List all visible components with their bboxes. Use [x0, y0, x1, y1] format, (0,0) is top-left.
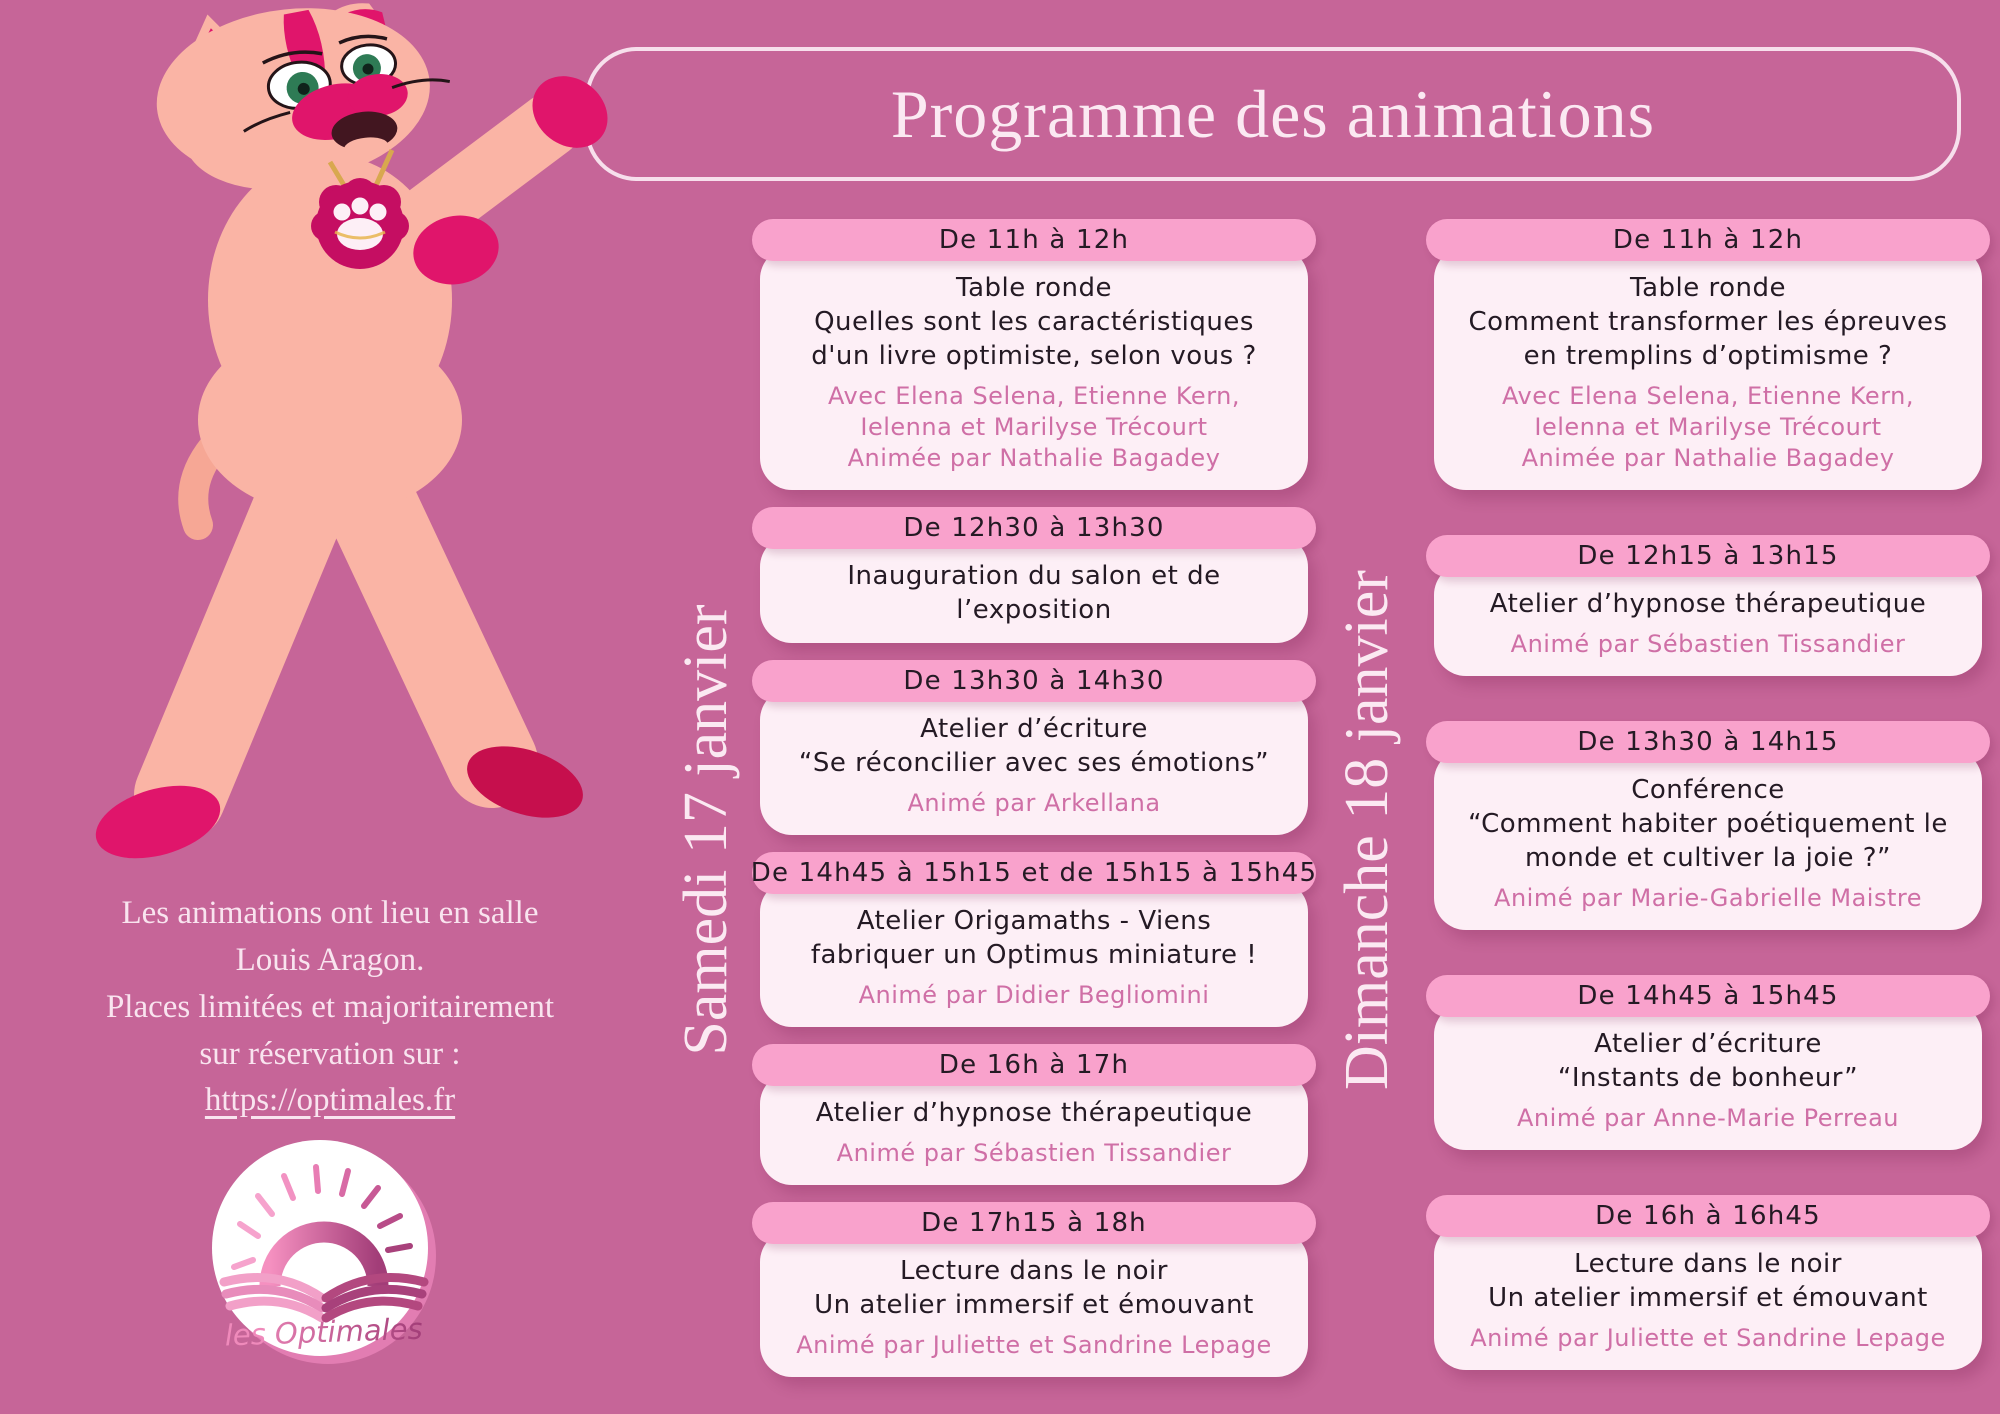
event-time-pill: De 16h à 17h	[752, 1044, 1316, 1086]
cat-mascot-illustration	[30, 0, 630, 880]
event-people	[1446, 1323, 1970, 1354]
event-person-line: Animé par Marie-Gabrielle Maistre	[1494, 884, 1922, 912]
event-time-pill: De 11h à 12h	[1426, 219, 1990, 261]
info-line: sur réservation sur :	[199, 1035, 461, 1072]
event-person-line: Animé par Juliette et Sandrine Lepage	[796, 1331, 1272, 1359]
event-time-pill: De 12h30 à 13h30	[752, 507, 1316, 549]
event-person-line: Avec Elena Selena, Etienne Kern,	[1502, 382, 1914, 410]
event-title-line: Quelles sont les caractéristiques	[814, 307, 1254, 337]
event-title-line: Conférence	[1631, 775, 1785, 805]
event-time-pill: De 12h15 à 13h15	[1426, 535, 1990, 577]
event-title-line: Inauguration du salon et de	[847, 561, 1221, 591]
event-body	[1434, 1003, 1982, 1150]
event-people	[1446, 381, 1970, 474]
les-optimales-logo	[208, 1136, 440, 1368]
event-title-line: en tremplins d’optimisme ?	[1523, 341, 1893, 371]
event-title-line: Un atelier immersif et émouvant	[1488, 1283, 1928, 1313]
event-people	[1446, 629, 1970, 660]
info-line: Louis Aragon.	[235, 941, 425, 978]
poster-title: Programme des animations	[890, 75, 1656, 152]
event-people	[1446, 1103, 1970, 1134]
event-card	[1434, 1195, 1982, 1370]
event-time-pill: De 14h45 à 15h15 et de 15h15 à 15h45	[752, 852, 1316, 894]
event-card	[1434, 975, 1982, 1150]
info-line: Places limitées et majoritairement	[105, 988, 555, 1025]
event-title-line: “Se réconcilier avec ses émotions”	[798, 748, 1270, 778]
event-title-line: d'un livre optimiste, selon vous ?	[811, 341, 1257, 371]
event-people	[772, 980, 1296, 1011]
day-label-sunday: Dimanche 18 janvier	[1333, 570, 1401, 1090]
event-body	[760, 688, 1308, 835]
event-time-pill: De 11h à 12h	[752, 219, 1316, 261]
event-card	[760, 1044, 1308, 1185]
event-title-line: Atelier d’hypnose thérapeutique	[815, 1098, 1253, 1128]
event-people	[772, 1330, 1296, 1361]
event-title-line: Atelier d’hypnose thérapeutique	[1489, 589, 1927, 619]
event-title-line: Lecture dans le noir	[1574, 1249, 1842, 1279]
event-person-line: Animé par Arkellana	[907, 789, 1161, 817]
event-title-line: Atelier Origamaths - Viens	[856, 906, 1212, 936]
event-person-line: Ielenna et Marilyse Trécourt	[860, 413, 1208, 441]
event-person-line: Animé par Juliette et Sandrine Lepage	[1470, 1324, 1946, 1352]
event-body	[760, 1072, 1308, 1185]
event-card	[1434, 535, 1982, 676]
event-person-line: Animé par Didier Begliomini	[858, 981, 1210, 1009]
event-card	[760, 219, 1308, 490]
event-card	[760, 1202, 1308, 1377]
event-title-line: Un atelier immersif et émouvant	[814, 1290, 1254, 1320]
event-time-pill: De 13h30 à 14h30	[752, 660, 1316, 702]
sunday-events-column	[1434, 219, 1982, 1370]
event-person-line: Animé par Sébastien Tissandier	[836, 1139, 1232, 1167]
event-body	[1434, 749, 1982, 930]
event-time-pill: De 14h45 à 15h45	[1426, 975, 1990, 1017]
event-person-line: Animé par Anne-Marie Perreau	[1517, 1104, 1899, 1132]
event-title-line: monde et cultiver la joie ?”	[1525, 843, 1891, 873]
event-people	[1446, 883, 1970, 914]
event-body	[1434, 247, 1982, 490]
event-title-line: Table ronde	[1629, 273, 1786, 303]
event-title-line: Lecture dans le noir	[900, 1256, 1168, 1286]
day-label-saturday: Samedi 17 janvier	[672, 604, 740, 1056]
event-people	[772, 788, 1296, 819]
event-body	[760, 1230, 1308, 1377]
event-card	[760, 660, 1308, 835]
event-time-pill: De 16h à 16h45	[1426, 1195, 1990, 1237]
event-card	[750, 852, 1318, 1027]
mascot-head	[148, 0, 459, 202]
event-body	[1434, 1223, 1982, 1370]
event-time-pill: De 17h15 à 18h	[752, 1202, 1316, 1244]
event-people	[772, 381, 1296, 474]
event-card	[760, 507, 1308, 643]
event-person-line: Animée par Nathalie Bagadey	[847, 444, 1221, 472]
event-title-line: fabriquer un Optimus miniature !	[810, 940, 1258, 970]
event-title-line: Table ronde	[955, 273, 1112, 303]
event-title-line: Comment transformer les épreuves	[1468, 307, 1948, 337]
event-time-pill: De 13h30 à 14h15	[1426, 721, 1990, 763]
reservation-link[interactable]: https://optimales.fr	[204, 1082, 456, 1119]
event-title-line: l’exposition	[956, 595, 1112, 625]
event-body	[760, 535, 1308, 643]
saturday-events-column	[750, 219, 1318, 1377]
logo-wordmark: les Optimales	[224, 1311, 424, 1353]
event-title-line: Atelier d’écriture	[920, 714, 1148, 744]
event-people	[772, 1138, 1296, 1169]
event-body	[760, 247, 1308, 490]
event-card	[1434, 219, 1982, 490]
event-title-line: Atelier d’écriture	[1594, 1029, 1822, 1059]
event-title-line: “Comment habiter poétiquement le	[1468, 809, 1948, 839]
info-line: Les animations ont lieu en salle	[121, 895, 539, 931]
title-banner	[585, 47, 1961, 181]
event-person-line: Ielenna et Marilyse Trécourt	[1534, 413, 1882, 441]
event-person-line: Animé par Sébastien Tissandier	[1510, 630, 1906, 658]
event-card	[1434, 721, 1982, 930]
event-body	[760, 880, 1308, 1027]
info-text	[30, 890, 630, 1124]
event-title-line: “Instants de bonheur”	[1557, 1063, 1859, 1093]
event-person-line: Animée par Nathalie Bagadey	[1521, 444, 1895, 472]
event-body	[1434, 563, 1982, 676]
event-person-line: Avec Elena Selena, Etienne Kern,	[828, 382, 1240, 410]
